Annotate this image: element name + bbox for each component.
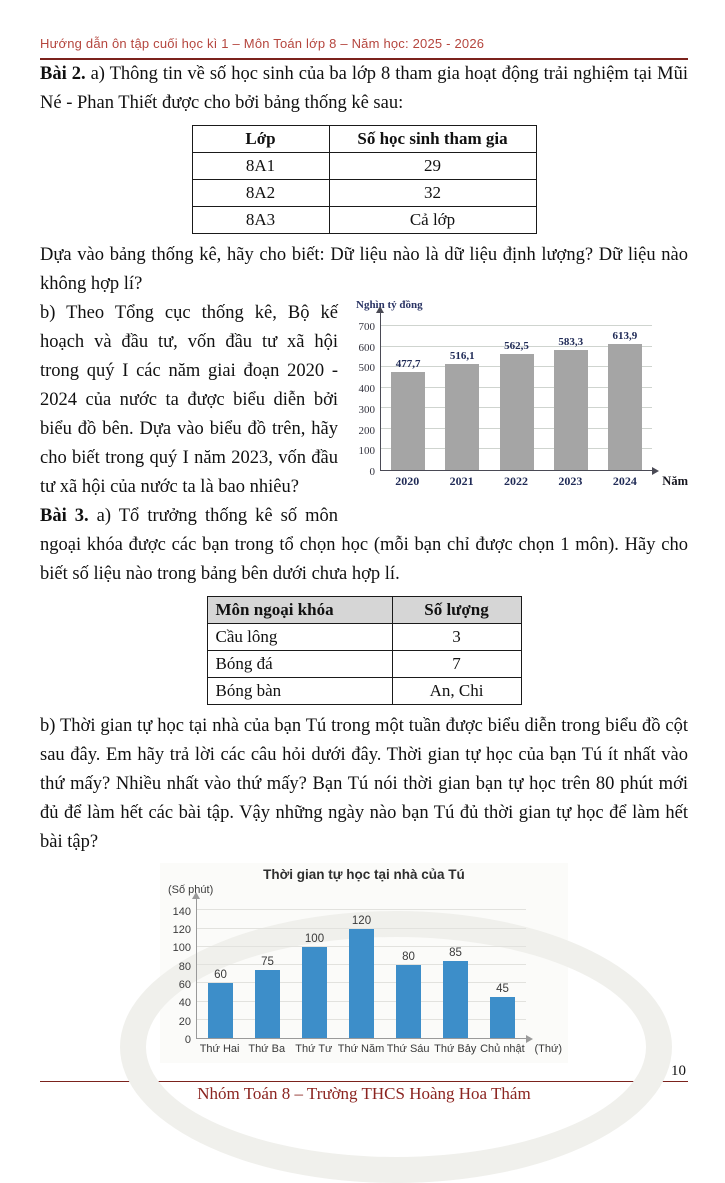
x-axis-ticks	[380, 474, 652, 489]
x-tick-label: Thứ Năm	[337, 1043, 385, 1055]
y-tick-label: 100	[172, 942, 191, 955]
footer-text: Nhóm Toán 8 – Trường THCS Hoàng Hoa Thám	[197, 1084, 531, 1103]
table-cell: Cầu lông	[207, 624, 392, 651]
bar-slot	[338, 899, 385, 1038]
table-cell: 7	[392, 651, 521, 678]
y-axis-title: Nghìn tỷ đồng	[356, 299, 423, 311]
y-tick-label: 400	[358, 383, 375, 396]
page-number: 10	[671, 1063, 686, 1079]
y-tick-label: 600	[358, 341, 375, 354]
bar-thứ-năm	[349, 929, 374, 1038]
table-header-row	[192, 126, 536, 153]
y-tick-label: 300	[358, 403, 375, 416]
table-row	[192, 180, 536, 207]
bar-thứ-hai	[208, 983, 233, 1038]
x-tick-label: Thứ Tư	[295, 1043, 333, 1055]
table-row	[207, 651, 521, 678]
bar-value-label: 120	[351, 914, 372, 927]
y-tick-label: 200	[358, 424, 375, 437]
y-tick-label: 140	[172, 905, 191, 918]
table-cell: Bóng bàn	[207, 678, 392, 705]
y-axis-arrow-icon	[192, 892, 200, 899]
x-tick-label: 2023	[558, 474, 583, 488]
bar-slot	[544, 313, 598, 470]
header-title: Hướng dẫn ôn tập cuối học kì 1 – Môn Toán lớp 8 – Năm học: 2025 - 2026	[40, 36, 485, 51]
bar-slot	[598, 313, 652, 470]
y-tick-label: 100	[358, 445, 375, 458]
table-header-cell: Số học sinh tham gia	[329, 126, 536, 153]
bar-2023	[554, 350, 588, 470]
bar-thứ-ba	[255, 970, 280, 1038]
y-axis-ticks	[166, 899, 196, 1046]
exercise2-intro	[40, 60, 688, 118]
exercise3-intro-text: a) Tổ trưởng thống kê số môn ngoại khóa được các bạn trong tổ chọn học (mỗi bạn chỉ được chọn 1 môn). Hãy cho biết số liệu nào trong bảng bên dưới chưa hợp lí.	[40, 506, 688, 584]
plot-area	[196, 899, 526, 1039]
bar-value-label: 45	[496, 983, 509, 996]
table-header-cell: Số lượng	[392, 597, 521, 624]
bar-value-label: 583,3	[558, 335, 584, 348]
table-header-cell: Môn ngoại khóa	[207, 597, 392, 624]
x-tick-label: Thứ Bảy	[434, 1043, 477, 1055]
bar-chủ-nhật	[490, 997, 515, 1038]
x-tick-label: 2024	[612, 474, 637, 488]
investment-chart	[350, 299, 688, 503]
x-tick-label: 2021	[449, 474, 474, 488]
bar-slot	[432, 899, 479, 1038]
y-tick-label: 0	[184, 1034, 191, 1046]
bar-slot	[479, 899, 526, 1038]
bar-2022	[500, 354, 534, 470]
bar-slot	[244, 899, 291, 1038]
x-tick-label: 2020	[395, 474, 420, 488]
study-time-chart	[160, 863, 568, 1063]
bar-value-label: 80	[402, 951, 415, 964]
x-tick-label: Thứ Ba	[248, 1043, 286, 1055]
bar-value-label: 75	[261, 955, 274, 968]
table-cell: 8A3	[192, 207, 329, 234]
exercise2b-region	[40, 299, 688, 589]
table-cell: 29	[329, 153, 536, 180]
x-axis-arrow-icon	[526, 1035, 533, 1043]
bar-value-label: 562,5	[504, 340, 529, 353]
x-axis-ticks	[196, 1043, 526, 1055]
table-header-row	[207, 597, 521, 624]
y-tick-label: 700	[358, 321, 375, 334]
bar-thứ-sáu	[396, 965, 421, 1038]
table-cell: 8A1	[192, 153, 329, 180]
bar-value-label: 85	[449, 946, 462, 959]
table-cell: 3	[392, 624, 521, 651]
y-tick-label: 120	[172, 923, 191, 936]
x-tick-label: Chủ nhật	[480, 1043, 525, 1055]
bar-slot	[381, 313, 435, 470]
subjects-table	[207, 596, 522, 705]
x-tick-label: Thứ Hai	[199, 1043, 240, 1055]
y-axis-arrow-icon	[376, 306, 384, 313]
exercise2-label: Bài 2.	[40, 64, 86, 84]
table-cell: Bóng đá	[207, 651, 392, 678]
bar-value-label: 100	[304, 932, 325, 945]
x-tick-label: Thứ Sáu	[386, 1043, 430, 1055]
chart-title: Thời gian tự học tại nhà của Tú	[263, 867, 465, 882]
table-cell: 32	[329, 180, 536, 207]
bar-value-label: 477,7	[395, 357, 421, 370]
x-axis-arrow-icon	[652, 467, 659, 475]
table-cell: 8A2	[192, 180, 329, 207]
bar-slot	[435, 313, 489, 470]
bar-thứ-tư	[302, 947, 327, 1038]
table-row	[192, 207, 536, 234]
y-tick-label: 60	[178, 978, 191, 991]
bar-2020	[391, 372, 425, 470]
y-tick-label: 500	[358, 362, 375, 375]
exercise2-intro-text: a) Thông tin về số học sinh của ba lớp 8 tham gia hoạt động trải nghiệm tại Mũi Né - Phan Thiết được cho bởi bảng thống kê sau:	[40, 64, 688, 113]
page-header	[40, 36, 688, 60]
exercise3-part-b: b) Thời gian tự học tại nhà của bạn Tú trong một tuần được biểu diễn trong biểu đồ cột sau đây. Em hãy trả lời các câu hỏi dưới đây. Thời gian tự học của bạn Tú ít nhất vào thứ mấy? Nhiều nhất vào thứ mấy? Bạn Tú nói thời gian bạn tự học trên 80 phút mới đủ để làm hết các bài tập. Vậy những ngày nào bạn Tú đủ thời gian tự học để làm hết bài tập?	[40, 716, 688, 852]
y-tick-label: 20	[178, 1015, 191, 1028]
x-axis-title: Năm	[662, 474, 688, 488]
y-tick-label: 0	[369, 466, 375, 478]
x-axis-title: (Thứ)	[534, 1043, 562, 1055]
table-row	[207, 624, 521, 651]
exercise2-question-a: Dựa vào bảng thống kê, hãy cho biết: Dữ liệu nào là dữ liệu định lượng? Dữ liệu nào không hợp lí?	[40, 245, 688, 294]
exercise2-part-b: b) Theo Tổng cục thống kê, Bộ kế hoạch và đầu tư, vốn đầu tư xã hội trong quý I các năm giai đoạn 2020 - 2024 của nước ta được biểu diễn bởi biểu đồ bên. Dựa vào biểu đồ trên, hãy cho biết trong quý I năm 2023, vốn đầu tư xã hội của nước ta là bao nhiêu?	[40, 303, 338, 497]
bar-value-label: 60	[214, 969, 227, 982]
table-row	[207, 678, 521, 705]
table-header-cell: Lớp	[192, 126, 329, 153]
exercise3-label: Bài 3.	[40, 506, 89, 526]
bar-2021	[445, 364, 479, 470]
bar-value-label: 613,9	[612, 329, 638, 342]
plot-area	[380, 313, 652, 471]
y-axis-title: (Số phút)	[168, 884, 214, 896]
exercise3-intro	[40, 502, 688, 589]
bar-slot	[385, 899, 432, 1038]
students-table	[192, 125, 537, 234]
bar-thứ-bảy	[443, 961, 468, 1038]
bar-value-label: 516,1	[449, 349, 475, 362]
table-cell: Cả lớp	[329, 207, 536, 234]
y-axis-ticks	[350, 313, 380, 478]
x-tick-label: 2022	[504, 474, 529, 488]
bar-slot	[291, 899, 338, 1038]
bar-2024	[608, 344, 642, 470]
y-tick-label: 80	[178, 960, 191, 973]
bar-slot	[489, 313, 543, 470]
y-tick-label: 40	[178, 997, 191, 1010]
table-row	[192, 153, 536, 180]
bar-slot	[197, 899, 244, 1038]
table-cell: An, Chi	[392, 678, 521, 705]
